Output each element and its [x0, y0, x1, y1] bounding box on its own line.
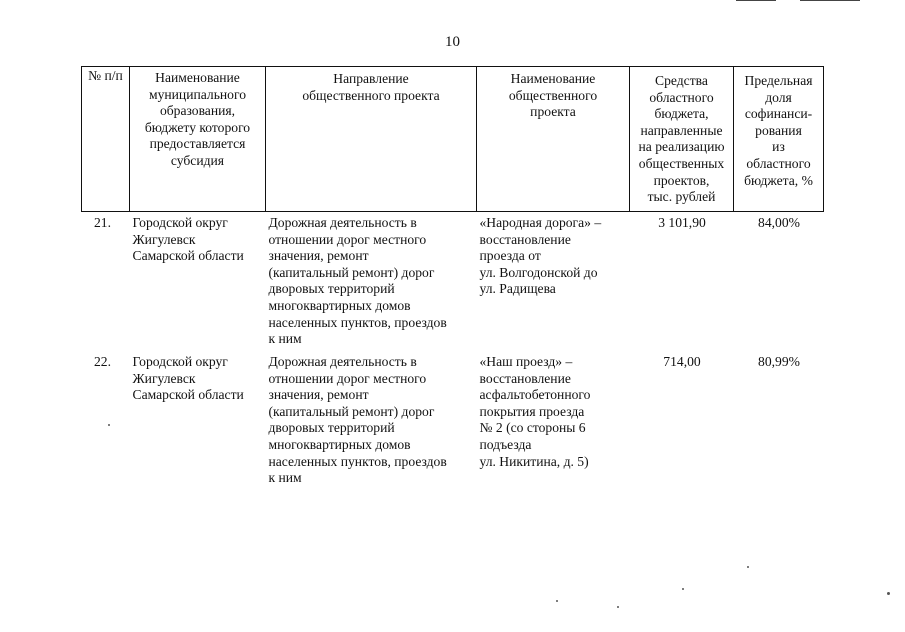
row-funds: 3 101,90	[658, 215, 706, 230]
text-line: дворовых территорий	[268, 420, 395, 436]
text-line: общественного	[508, 87, 598, 103]
text-line: значения, ремонт	[268, 248, 369, 264]
table-row	[82, 212, 824, 352]
text-line: Средства	[655, 73, 708, 88]
text-line: субсидия	[170, 152, 225, 168]
scan-edge-mark	[736, 0, 776, 1]
text-line: Жигулевск	[132, 231, 196, 247]
text-line: «Народная дорога» –	[479, 215, 602, 230]
text-line: Жигулевск	[132, 370, 196, 386]
text-line: подъезда	[479, 436, 532, 452]
text-line: значения, ремонт	[268, 387, 369, 403]
text-line: населенных пунктов, проездов	[268, 314, 447, 330]
row-direction	[266, 351, 477, 487]
text-line: Дорожная деятельность в	[268, 215, 417, 230]
text-line: Направление	[333, 71, 409, 86]
text-line: тыс. рублей	[647, 189, 716, 205]
text-line: покрытия проезда	[479, 403, 585, 419]
text-line: многоквартирных домов	[268, 436, 411, 452]
text-line: направленные	[640, 122, 723, 138]
page-number: 10	[445, 34, 460, 50]
text-line: отношении дорог местного	[268, 231, 427, 247]
text-line: «Наш проезд» –	[479, 354, 573, 369]
text-line: рования	[755, 122, 802, 138]
header-project-name	[477, 67, 630, 212]
text-line: Городской округ	[132, 215, 228, 230]
header-municipality	[130, 67, 266, 212]
row-number: 21.	[94, 215, 111, 230]
text-line: Самарской области	[132, 387, 244, 403]
row-project	[477, 212, 630, 352]
text-line: общественного проекта	[302, 87, 440, 103]
text-line: Предельная	[744, 73, 813, 88]
text-line: проекта	[530, 104, 576, 120]
text-line: Наименование	[155, 70, 240, 85]
text-line: из	[772, 139, 785, 155]
text-line: Городской округ	[132, 354, 228, 369]
subsidy-table	[81, 66, 824, 487]
text-line: софинанси-	[744, 106, 813, 122]
text-line: областного	[746, 155, 811, 171]
header-project-direction	[266, 67, 477, 212]
text-line: отношении дорог местного	[268, 370, 427, 386]
text-line: на реализацию	[638, 139, 725, 155]
text-line: ул. Радищева	[479, 281, 556, 297]
scan-edge-mark	[800, 0, 860, 1]
row-number: 22.	[94, 354, 111, 369]
text-line: (капитальный ремонт) дорог	[268, 403, 435, 419]
text-line: асфальтобетонного	[479, 387, 591, 403]
text-line: многоквартирных домов	[268, 297, 411, 313]
text-line: населенных пунктов, проездов	[268, 453, 447, 469]
text-line: ул. Волгодонской до	[479, 264, 598, 280]
row-municipality	[130, 212, 266, 352]
text-line: бюджета, %	[744, 172, 813, 188]
text-line: № п/п	[88, 68, 123, 83]
text-line: (капитальный ремонт) дорог	[268, 264, 435, 280]
text-line: бюджету которого	[144, 119, 251, 135]
scan-speck	[108, 424, 110, 426]
scan-speck	[887, 592, 890, 595]
text-line: восстановление	[479, 370, 571, 386]
row-project	[477, 351, 630, 487]
header-cofinancing-share	[734, 67, 824, 212]
text-line: образования,	[159, 103, 236, 119]
text-line: № 2 (со стороны 6	[479, 420, 586, 436]
scan-speck	[747, 566, 749, 568]
text-line: ул. Никитина, д. 5)	[479, 453, 589, 469]
row-direction	[266, 212, 477, 352]
scan-speck	[617, 606, 619, 608]
row-share: 80,99%	[758, 354, 800, 369]
text-line: бюджета,	[654, 106, 709, 122]
text-line: дворовых территорий	[268, 281, 395, 297]
scan-speck	[682, 588, 684, 590]
header-regional-funds	[630, 67, 734, 212]
text-line: Дорожная деятельность в	[268, 354, 417, 369]
text-line: проезда от	[479, 248, 541, 264]
row-share: 84,00%	[758, 215, 800, 230]
text-line: Наименование	[510, 71, 596, 86]
text-line: общественных	[638, 155, 725, 171]
header-number	[82, 67, 130, 212]
row-funds: 714,00	[663, 354, 701, 369]
text-line: муниципального	[148, 86, 246, 102]
text-line: доля	[765, 89, 792, 105]
text-line: предоставляется	[149, 136, 246, 152]
text-line: проектов,	[653, 172, 710, 188]
text-line: к ним	[268, 331, 302, 347]
text-line: областного	[649, 89, 714, 105]
table-row	[82, 351, 824, 487]
text-line: к ним	[268, 470, 302, 486]
scan-speck	[556, 600, 558, 602]
text-line: Самарской области	[132, 248, 244, 264]
text-line: восстановление	[479, 231, 571, 247]
table-header-row	[82, 67, 824, 212]
row-municipality	[130, 351, 266, 487]
